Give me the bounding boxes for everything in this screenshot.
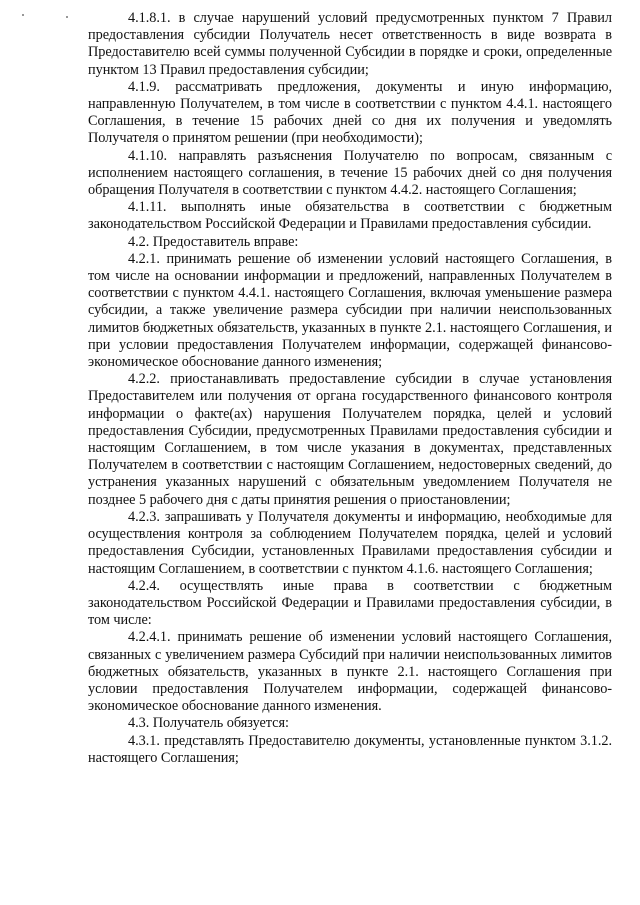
clause-4-2-2: 4.2.2. приостанавливать предоставление субсидии в случае установления Предоставителем или получения от органа государственного финансового контроля информации о факте(ах) нарушения Получателем порядка, целей и условий предоставления Субсидии, предусмотренных Правилами предоставления субсидии и настоящим Соглашением, в том числе указания в документах, представленных Получателем в соответствии с настоящим Соглашением, недостоверных сведений, до устранения указанных нарушений с обязательным уведомлением Получателя не позднее 5 рабочего дня с даты принятия решения о приостановлении; <box>88 371 612 508</box>
clause-4-3-1: 4.3.1. представлять Предоставителю документы, установленные пунктом 3.1.2. настоящего Соглашения; <box>88 732 612 766</box>
clause-4-1-9: 4.1.9. рассматривать предложения, документы и иную информацию, направленную Получателем, в том числе в соответствии с пунктом 4.4.1. настоящего Соглашения, в течение 15 рабочих дней со дня их получения и уведомлять Получателя о принятом решении (при необходимости); <box>88 78 612 147</box>
section-4-2-heading: 4.2. Предоставитель вправе: <box>128 233 299 250</box>
clause-4-2-3: 4.2.3. запрашивать у Получателя документы и информацию, необходимые для осуществления контроля за соблюдением Получателем порядка, целей и условий предоставления Субсидии, установленных Правилами предоставления субсидии и настоящим Соглашением, в соответствии с пунктом 4.1.6. настоящего Соглашения; <box>88 508 612 577</box>
document-page <box>88 10 612 767</box>
clause-4-2-4: 4.2.4. осуществлять иные права в соответствии с бюджетным законодательством Российской Федерации и Правилами предоставления субсидии, в том числе: <box>88 577 612 629</box>
scan-speck <box>66 16 68 18</box>
clause-4-1-8-1: 4.1.8.1. в случае нарушений условий предусмотренных пунктом 7 Правил предоставления субсидии Получатель несет ответственность в виде возврата в Предоставителю всей суммы полученной Субсидии в порядке и сроки, определенные пунктом 13 Правил предоставления субсидии; <box>88 10 612 78</box>
clause-4-2-1: 4.2.1. принимать решение об изменении условий настоящего Соглашения, в том числе на основании информации и предложений, направленных Получателем в соответствии с пунктом 4.4.1. настоящего Соглашения, включая уменьшение размера субсидии, а также увеличение размера субсидии при наличии неиспользованных лимитов бюджетных обязательств, указанных в пункте 2.1. настоящего Соглашения, и при условии предоставления Получателем информации, содержащей финансово-экономическое обоснование данного изменения; <box>88 250 612 371</box>
clause-4-1-10: 4.1.10. направлять разъяснения Получателю по вопросам, связанным с исполнением настоящего соглашения, в течение 15 рабочих дней со дня получения обращения Получателя в соответствии с пунктом 4.4.2. настоящего Соглашения; <box>88 147 612 199</box>
clause-4-1-11: 4.1.11. выполнять иные обязательства в соответствии с бюджетным законодательством Российской Федерации и Правилами предоставления субсидии. <box>88 199 612 233</box>
section-4-3-heading: 4.3. Получатель обязуется: <box>128 715 289 732</box>
scan-speck <box>22 14 24 16</box>
clause-4-2-4-1: 4.2.4.1. принимать решение об изменении условий настоящего Соглашения, связанных с увеличением размера Субсидий при наличии неиспользованных лимитов бюджетных обязательств, указанных в пункте 2.1. настоящего Соглашения при условии предоставления Получателем информации, содержащей финансово-экономическое обоснование данного изменения. <box>88 629 612 715</box>
